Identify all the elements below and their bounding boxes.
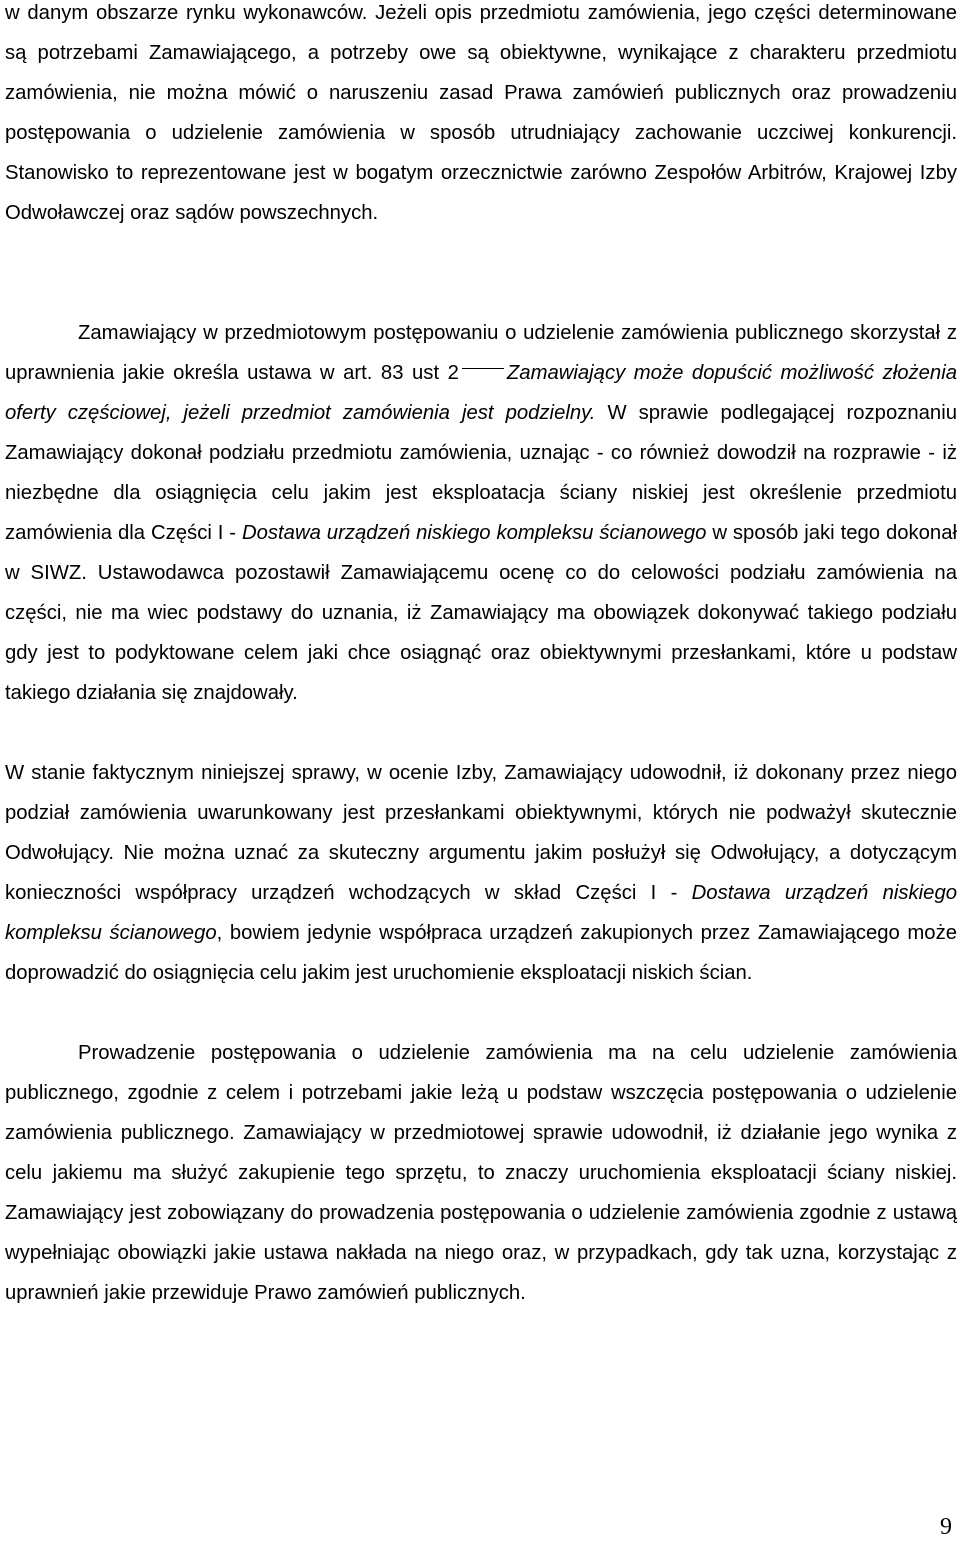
lot-name: Dostawa urządzeń niskiego kompleksu ścianowego <box>5 882 957 944</box>
page-number: 9 <box>940 1514 952 1540</box>
lot-name: Dostawa urządzeń niskiego kompleksu ścianowego <box>241 522 707 544</box>
paragraph-spacer <box>5 233 957 273</box>
paragraph-3-text: , bowiem jedynie współpraca urządzeń zakupionych przez Zamawiającego może doprowadzić do osiągnięcia celu jakim jest uruchomienie eksploatacji niskich ścian. <box>5 922 957 984</box>
paragraph-2-text: Zamawiający w przedmiotowym postępowaniu o udzielenie zamówienia publicznego skorzystał z uprawnienia jakie określa ustawa w art. 83 ust 2 <box>5 322 957 384</box>
paragraph-1-text: w danym obszarze rynku wykonawców. Jeżeli opis przedmiotu zamówienia, jego części determinowane są potrzebami Zamawiającego, a potrzeby owe są obiektywne, wynikające z charakteru przedmiotu zamówienia, nie można mówić o naruszeniu zasad Prawa zamówień publicznych oraz prowadzeniu postępowania o udzielenie zamówienia w sposób utrudniający zachowanie uczciwej konkurencji. Stanowisko to reprezentowane jest w bogatym orzecznictwie zarówno Zespołów Arbitrów, Krajowej Izby Odwoławczej oraz sądów powszechnych. <box>5 2 957 224</box>
document-page <box>5 0 957 1313</box>
paragraph-3 <box>5 753 957 993</box>
paragraph-4 <box>5 1033 957 1313</box>
paragraph-4-text: Prowadzenie postępowania o udzielenie zamówienia ma na celu udzielenie zamówienia publicznego, zgodnie z celem i potrzebami jakie leżą u podstaw wszczęcia postępowania o udzielenie zamówienia publicznego. Zamawiający w przedmiotowej sprawie udowodnił, iż działanie jego wynika z celu jakiemu ma służyć zakupienie tego sprzętu, to znaczy uruchomienia eksploatacji ściany niskiej. Zamawiający jest zobowiązany do prowadzenia postępowania o udzielenie zamówienia zgodnie z ustawą wypełniając obowiązki jakie ustawa nakłada na niego oraz, w przypadkach, gdy tak uzna, korzystając z uprawnień jakie przewiduje Prawo zamówień publicznych. <box>5 1042 957 1304</box>
quoted-provision: Zamawiający może dopuścić możliwość złożenia oferty częściowej, jeżeli przedmiot zamówienia jest podzielny. <box>5 362 957 424</box>
paragraph-spacer <box>5 993 957 1033</box>
paragraph-2 <box>5 313 957 713</box>
paragraph-spacer <box>5 713 957 753</box>
paragraph-3-text: W stanie faktycznym niniejszej sprawy, w ocenie Izby, Zamawiający udowodnił, iż dokonany przez niego podział zamówienia uwarunkowany jest przesłankami obiektywnymi, których nie podważył skutecznie Odwołujący. Nie można uznać za skuteczny argumentu jakim posłużył się Odwołujący, a dotyczącym konieczności współpracy urządzeń wchodzących w skład Części I - <box>5 762 957 904</box>
paragraph-spacer <box>5 273 957 313</box>
paragraph-2-text: W sprawie podlegającej rozpoznaniu Zamawiający dokonał podziału przedmiotu zamówienia, uznając - co również dowodził na rozprawie - iż niezbędne dla osiągnięcia celu jakim jest eksploatacja ściany niskiej jest określenie przedmiotu zamówienia dla Części I - <box>5 402 957 544</box>
paragraph-2-text: w sposób jaki tego dokonał w SIWZ. Ustawodawca pozostawił Zamawiającemu ocenę co do celowości podziału zamówienia na części, nie ma wiec podstawy do uznania, iż Zamawiający ma obowiązek dokonywać takiego podziału gdy jest to podyktowane celem jaki chce osiągnąć oraz obiektywnymi przesłankami, które u podstaw takiego działania się znajdowały. <box>5 522 958 704</box>
em-dash <box>462 368 504 369</box>
paragraph-1 <box>5 0 957 233</box>
